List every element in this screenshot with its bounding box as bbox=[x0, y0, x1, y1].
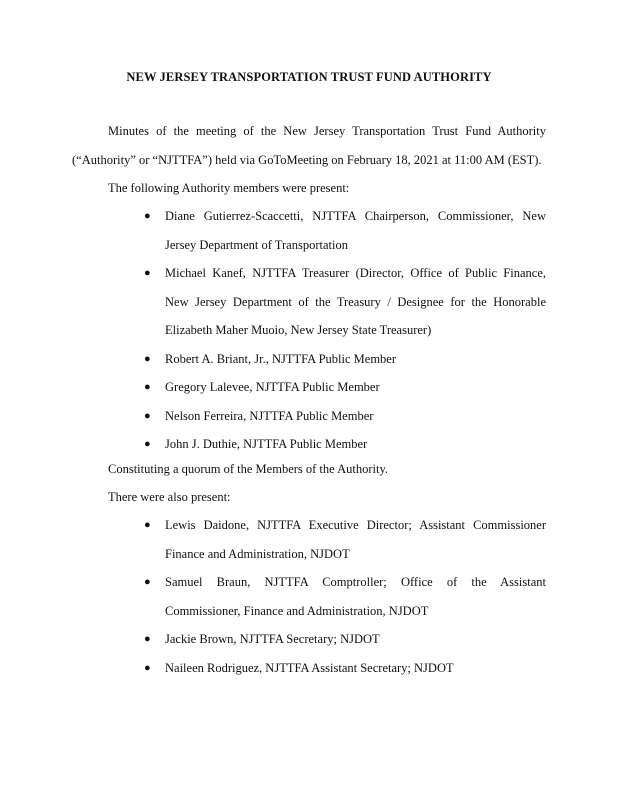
quorum-statement: Constituting a quorum of the Members of the Authority. bbox=[108, 462, 389, 476]
list-item: ● Gregory Lalevee, NJTTFA Public Member bbox=[144, 373, 546, 402]
bullet-icon: ● bbox=[144, 438, 151, 450]
list-item: ● Naileen Rodriguez, NJTTFA Assistant Secretary; NJDOT bbox=[144, 654, 546, 683]
bullet-icon: ● bbox=[144, 519, 151, 531]
members-heading: The following Authority members were present: bbox=[108, 181, 350, 195]
bullet-icon: ● bbox=[144, 633, 151, 645]
bullet-icon: ● bbox=[144, 352, 151, 365]
intro-paragraph: Minutes of the meeting of the New Jersey Transportation Trust Fund Authority (“Authority” or “NJTTFA”) held via GoToMeeting on February 18, 2021 at 11:00 AM (EST). bbox=[72, 124, 546, 167]
list-item: ● Diane Gutierrez-Scaccetti, NJTTFA Chairperson, Commissioner, New Jersey Department of Transportation bbox=[144, 202, 546, 259]
also-present-heading: There were also present: bbox=[108, 490, 231, 504]
list-item: ● Nelson Ferreira, NJTTFA Public Member bbox=[144, 402, 546, 431]
bullet-icon: ● bbox=[144, 409, 151, 422]
list-item: ● Michael Kanef, NJTTFA Treasurer (Director, Office of Public Finance, New Jersey Department of the Treasury / Designee for the Honorable Elizabeth Maher Muoio, New Jersey State Treasurer) bbox=[144, 259, 546, 345]
list-item: ● Lewis Daidone, NJTTFA Executive Director; Assistant Commissioner Finance and Administration, NJDOT bbox=[144, 511, 546, 568]
document-title: NEW JERSEY TRANSPORTATION TRUST FUND AUTHORITY bbox=[126, 70, 492, 84]
members-list bbox=[144, 202, 546, 459]
bullet-icon: ● bbox=[144, 381, 151, 393]
list-item: ● Jackie Brown, NJTTFA Secretary; NJDOT bbox=[144, 625, 546, 654]
bullet-icon: ● bbox=[144, 267, 151, 279]
bullet-icon: ● bbox=[144, 576, 151, 588]
bullet-icon: ● bbox=[144, 661, 151, 674]
list-item: ● Samuel Braun, NJTTFA Comptroller; Office of the Assistant Commissioner, Finance and Administration, NJDOT bbox=[144, 568, 546, 625]
bullet-icon: ● bbox=[144, 210, 151, 222]
list-item: ● Robert A. Briant, Jr., NJTTFA Public Member bbox=[144, 345, 546, 374]
also-present-list bbox=[144, 511, 546, 682]
list-item: ● John J. Duthie, NJTTFA Public Member bbox=[144, 430, 546, 459]
